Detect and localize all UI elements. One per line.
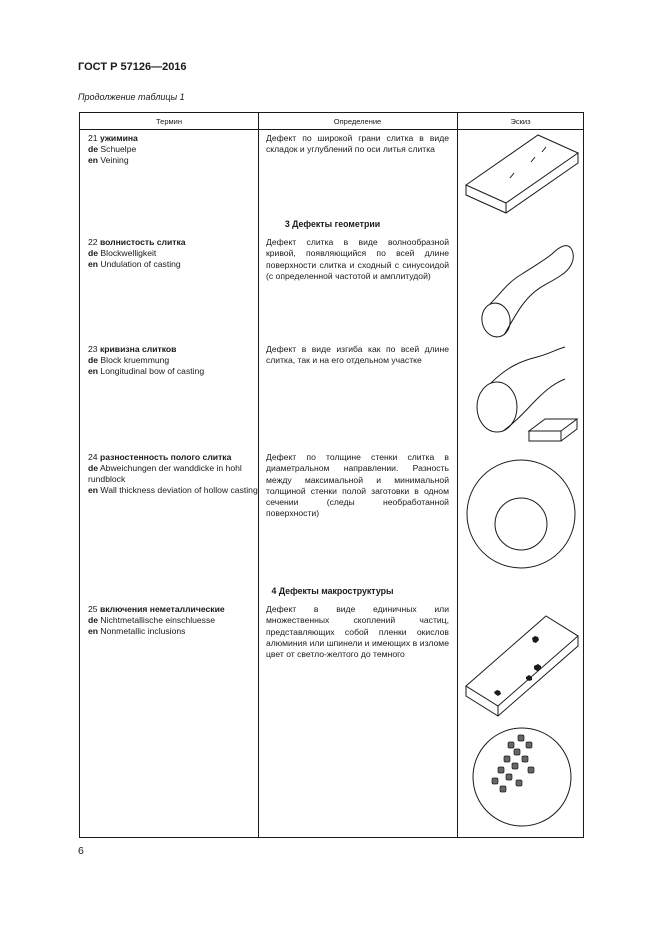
lang-prefix-de: de xyxy=(88,355,99,365)
term-german: Abweichungen der wanddicke in hohl rundblock xyxy=(88,463,242,484)
lang-prefix-de: de xyxy=(88,615,99,625)
table-caption: Продолжение таблицы 1 xyxy=(78,92,185,102)
term-english: Longitudinal bow of casting xyxy=(100,366,205,376)
doc-code: ГОСТ Р 57126—2016 xyxy=(78,61,187,73)
term-russian: разностенность полого слитка xyxy=(99,452,232,462)
term-number: 23 xyxy=(88,344,98,354)
term-german: Nichtmetallische einschluesse xyxy=(100,615,216,625)
term-entry xyxy=(88,133,260,166)
header-divider xyxy=(80,129,583,130)
term-russian: волнистость слитка xyxy=(99,237,186,247)
term-number: 24 xyxy=(88,452,98,462)
column-header-term: Термин xyxy=(156,117,182,126)
lang-prefix-en: en xyxy=(88,485,99,495)
term-entry xyxy=(88,344,260,377)
column-header-definition: Определение xyxy=(333,117,382,126)
section-heading: 4 Дефекты макроструктуры xyxy=(271,586,394,596)
wavy-cylinder-sketch xyxy=(478,240,578,340)
term-german: Block kruemmung xyxy=(100,355,170,365)
lang-prefix-en: en xyxy=(88,259,99,269)
lang-prefix-en: en xyxy=(88,155,99,165)
term-english: Nonmetallic inclusions xyxy=(100,626,186,636)
term-number: 21 xyxy=(88,133,98,143)
lang-prefix-de: de xyxy=(88,248,99,258)
term-russian: включения неметаллические xyxy=(99,604,225,614)
eccentric-ring-sketch xyxy=(465,458,577,570)
lang-prefix-de: de xyxy=(88,144,99,154)
term-number: 25 xyxy=(88,604,98,614)
term-english: Veining xyxy=(100,155,129,165)
inclusions-slab-and-disc-sketch xyxy=(466,616,580,828)
term-english: Undulation of casting xyxy=(100,259,181,269)
slab-with-veining-sketch xyxy=(466,135,578,213)
term-entry xyxy=(88,237,260,270)
term-russian: кривизна слитков xyxy=(99,344,177,354)
term-number: 22 xyxy=(88,237,98,247)
definition-text: Дефект в виде изгиба как по всей длине слитка, так и на его отдельном участке xyxy=(266,344,449,366)
bent-cylinder-and-block-sketch xyxy=(473,347,583,447)
definition-text: Дефект слитка в виде волнообразной кривой, появляющийся по всей длине поверхности слитка и сходный с синусоидой (с определенной частотой и амплитудой) xyxy=(266,237,449,281)
term-entry xyxy=(88,452,260,496)
term-english: Wall thickness deviation of hollow casting xyxy=(100,485,258,495)
definitions-table xyxy=(79,112,584,838)
definition-text: Дефект в виде единичных или множественных скоплений частиц, представляющих собой пленки окислов алюминия или шпинели и имеющих в изломе цвет от светло-желтого до темного xyxy=(266,604,449,660)
definition-text: Дефект по толщине стенки слитка в диаметральном направлении. Разность между максимальной и минимальной толщиной стенки полой заготовки в одном сечении (следы необработанной поверхности) xyxy=(266,452,449,519)
lang-prefix-de: de xyxy=(88,463,99,473)
term-russian: ужимина xyxy=(99,133,138,143)
term-entry xyxy=(88,604,260,637)
lang-prefix-en: en xyxy=(88,366,99,376)
definition-text: Дефект по широкой грани слитка в виде складок и углублений по оси литья слитка xyxy=(266,133,449,155)
page-number: 6 xyxy=(78,845,84,857)
column-header-sketch: Эскиз xyxy=(510,117,531,126)
term-german: Schuelpe xyxy=(100,144,137,154)
lang-prefix-en: en xyxy=(88,626,99,636)
section-heading: 3 Дефекты геометрии xyxy=(284,219,381,229)
term-german: Blockwelligkeit xyxy=(100,248,157,258)
